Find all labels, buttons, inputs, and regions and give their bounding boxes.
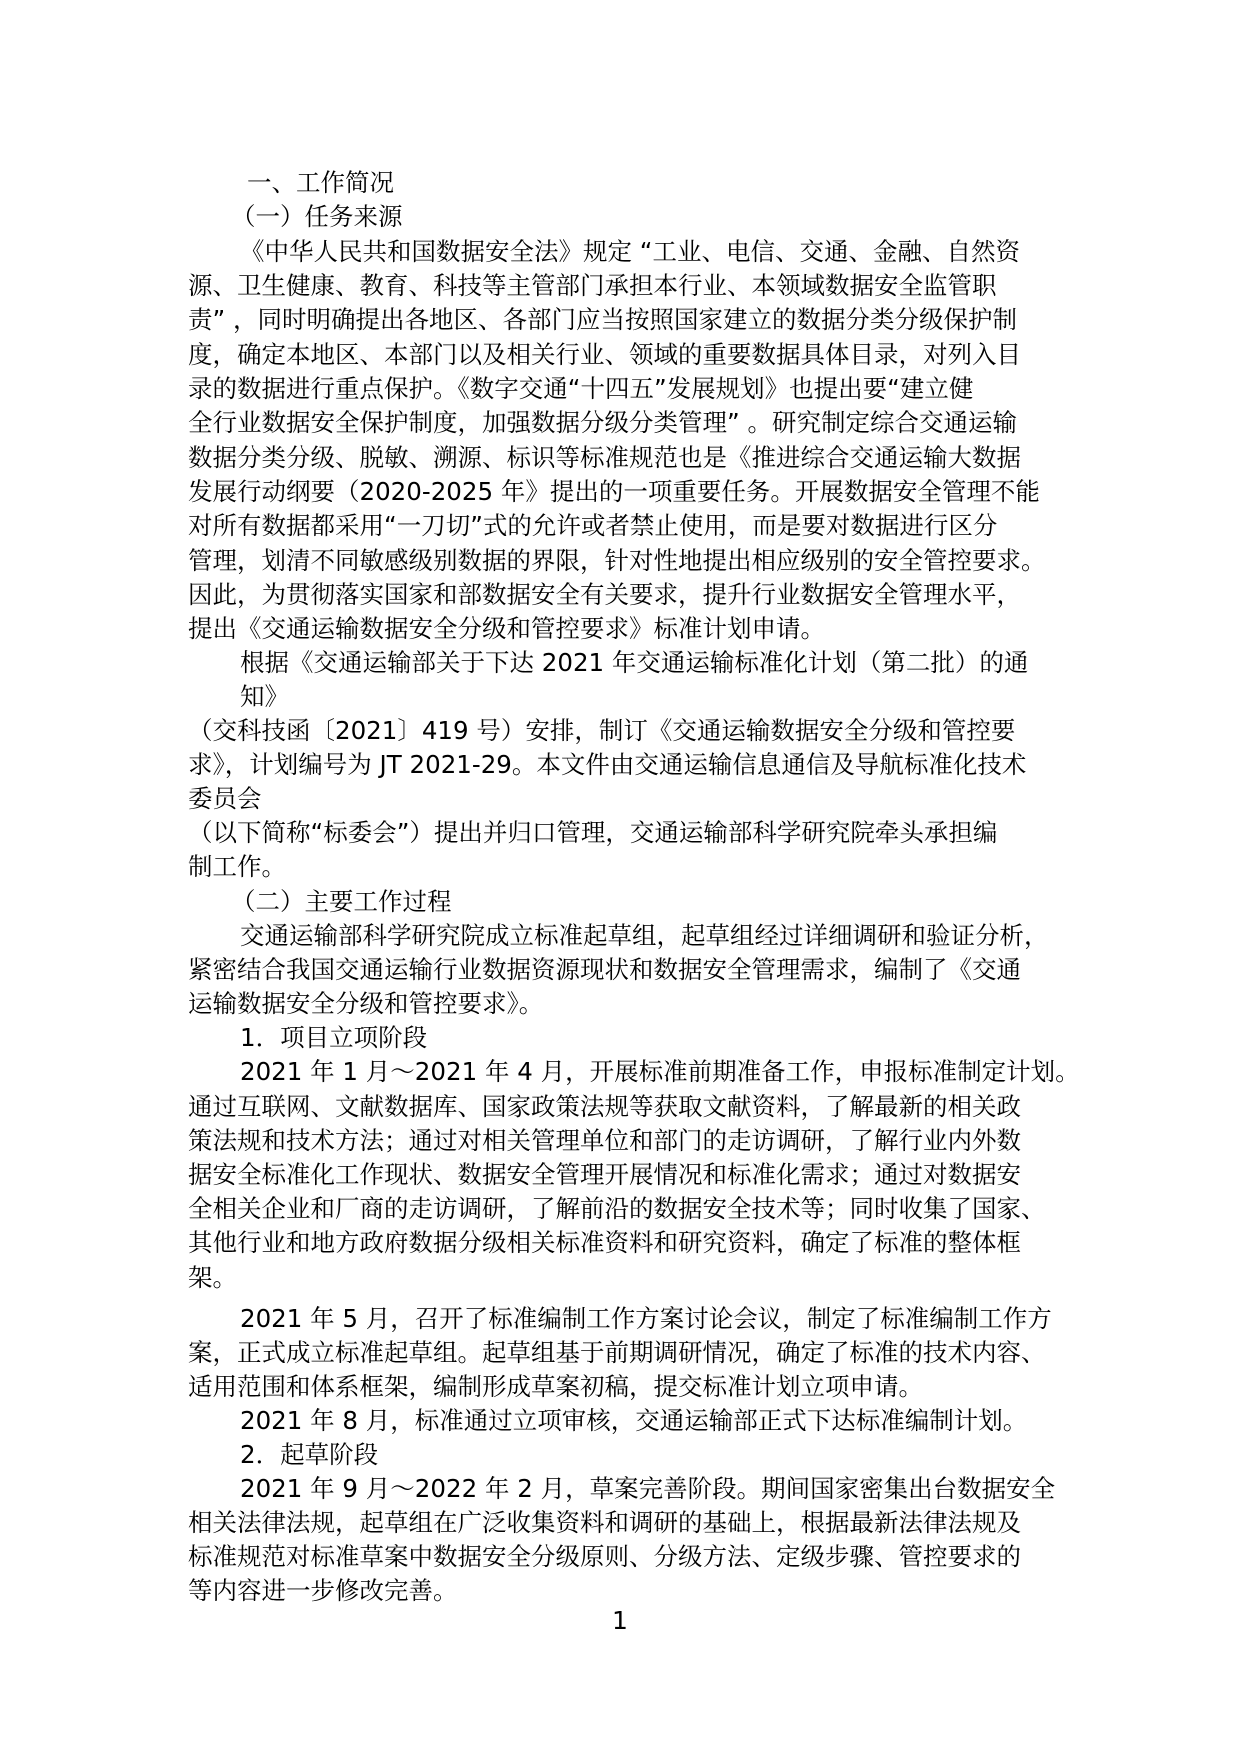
paragraph-line: 2021 年 8 月，标准通过立项审核，交通运输部正式下达标准编制计划。 [240,1406,1028,1435]
numbered-heading: 2．起草阶段 [240,1440,379,1469]
paragraph-line: 源、卫生健康、教育、科技等主管部门承担本行业、本领域数据安全监管职 [188,271,997,300]
paragraph-line: 知》 [240,682,289,711]
paragraph-line: 策法规和技术方法；通过对相关管理单位和部门的走访调研，了解行业内外数 [188,1126,1021,1155]
paragraph-line: 全相关企业和厂商的走访调研，了解前沿的数据安全技术等；同时收集了国家、 [188,1194,1046,1223]
section-heading: 一、工作简况 [247,168,394,197]
paragraph-line: 相关法律法规，起草组在广泛收集资料和调研的基础上，根据最新法律法规及 [188,1508,1021,1537]
paragraph-line: 标准规范对标准草案中数据安全分级原则、分级方法、定级步骤、管控要求的 [188,1542,1021,1571]
paragraph-line: 发展行动纲要（2020-2025 年》提出的一项重要任务。开展数据安全管理不能 [188,477,1040,506]
paragraph-line: 度，确定本地区、本部门以及相关行业、领域的重要数据具体目录，对列入目 [188,340,1021,369]
paragraph-line: 因此，为贯彻落实国家和部数据安全有关要求，提升行业数据安全管理水平， [188,580,1021,609]
subsection-heading: （二）主要工作过程 [231,887,452,916]
paragraph-line: （交科技函〔2021〕419 号）安排，制订《交通运输数据安全分级和管控要 [188,716,1016,745]
page-number: 1 [612,1606,628,1635]
paragraph-line: 制工作。 [188,852,286,881]
paragraph-line: 《中华人民共和国数据安全法》规定 “工业、电信、交通、金融、自然资 [240,237,1020,266]
paragraph-line: 通过互联网、文献数据库、国家政策法规等获取文献资料，了解最新的相关政 [188,1092,1021,1121]
paragraph-line: 根据《交通运输部关于下达 2021 年交通运输标准化计划（第二批）的通 [240,648,1029,677]
paragraph-line: 2021 年 9 月～2022 年 2 月，草案完善阶段。期间国家密集出台数据安全 [240,1474,1056,1503]
paragraph-line: 数据分类分级、脱敏、溯源、标识等标准规范也是《推进综合交通运输大数据 [188,443,1021,472]
paragraph-line: 紧密结合我国交通运输行业数据资源现状和数据安全管理需求，编制了《交通 [188,955,1021,984]
paragraph-line: （以下简称“标委会”）提出并归口管理，交通运输部科学研究院牵头承担编 [188,818,998,847]
paragraph-line: 管理，划清不同敏感级别数据的界限，针对性地提出相应级别的安全管控要求。 [188,546,1046,575]
paragraph-line: 录的数据进行重点保护。《数字交通“十四五”发展规划》也提出要“建立健 [188,374,974,403]
paragraph-line: 架。 [188,1263,237,1292]
paragraph-line: 委员会 [188,784,262,813]
numbered-heading: 1．项目立项阶段 [240,1023,428,1052]
subsection-heading: （一）任务来源 [231,202,403,231]
paragraph-line: 其他行业和地方政府数据分级相关标准资料和研究资料，确定了标准的整体框 [188,1228,1021,1257]
paragraph-line: 责” ，同时明确提出各地区、各部门应当按照国家建立的数据分类分级保护制 [188,305,1017,334]
paragraph-line: 据安全标准化工作现状、数据安全管理开展情况和标准化需求；通过对数据安 [188,1160,1021,1189]
paragraph-line: 2021 年 1 月～2021 年 4 月，开展标准前期准备工作，申报标准制定计划。 [240,1057,1080,1086]
paragraph-line: 等内容进一步修改完善。 [188,1576,458,1605]
paragraph-line: 适用范围和体系框架，编制形成草案初稿，提交标准计划立项申请。 [188,1372,923,1401]
paragraph-line: 2021 年 5 月，召开了标准编制工作方案讨论会议，制定了标准编制工作方 [240,1304,1052,1333]
paragraph-line: 案，正式成立标准起草组。起草组基于前期调研情况，确定了标准的技术内容、 [188,1338,1046,1367]
paragraph-line: 提出《交通运输数据安全分级和管控要求》标准计划申请。 [188,614,825,643]
paragraph-line: 运输数据安全分级和管控要求》。 [188,989,544,1018]
paragraph-line: 求》，计划编号为 JT 2021-29。本文件由交通运输信息通信及导航标准化技术 [188,750,1027,779]
paragraph-line: 全行业数据安全保护制度，加强数据分级分类管理” 。研究制定综合交通运输 [188,408,1017,437]
paragraph-line: 交通运输部科学研究院成立标准起草组，起草组经过详细调研和验证分析， [240,921,1049,950]
paragraph-line: 对所有数据都采用“一刀切”式的允许或者禁止使用，而是要对数据进行区分 [188,511,998,540]
